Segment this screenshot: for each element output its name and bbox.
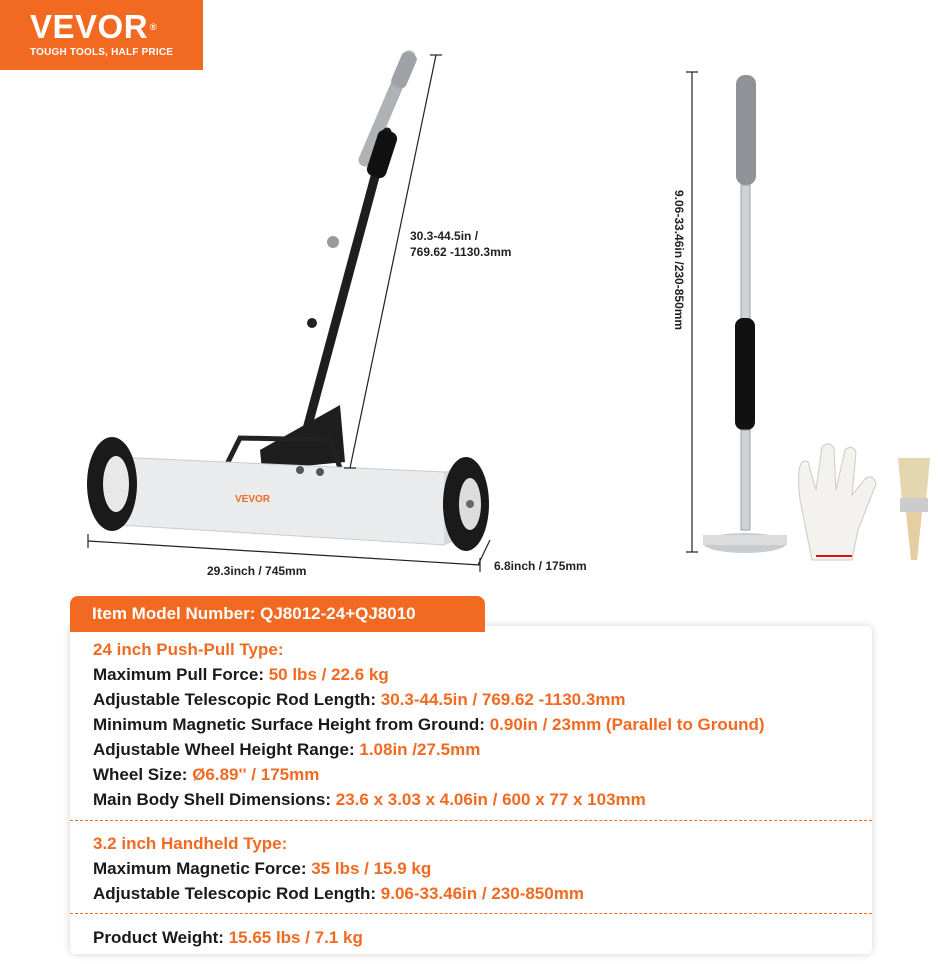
spec-row	[93, 790, 646, 810]
spec-label: Minimum Magnetic Surface Height from Ground:	[93, 715, 490, 734]
spec-label: Adjustable Telescopic Rod Length:	[93, 884, 381, 903]
section-divider	[70, 820, 872, 821]
spec-value: 0.90in / 23mm (Parallel to Ground)	[489, 715, 765, 734]
sweeper-width-label: 29.3inch / 745mm	[207, 564, 307, 578]
spec-value: 50 lbs / 22.6 kg	[268, 665, 389, 684]
spec-row	[93, 665, 389, 685]
spec-label: Adjustable Telescopic Rod Length:	[93, 690, 381, 709]
spec-row	[93, 884, 584, 904]
spec-value: 15.65 lbs / 7.1 kg	[228, 928, 363, 947]
logo-wordmark: VEVOR	[30, 8, 149, 45]
spec-value: 9.06-33.46in / 230-850mm	[380, 884, 584, 903]
spec-label: Main Body Shell Dimensions:	[93, 790, 336, 809]
model-number-header	[70, 596, 485, 632]
model-number-value: QJ8012-24+QJ8010	[260, 604, 416, 623]
spec-value: Ø6.89'' / 175mm	[192, 765, 320, 784]
spec-label: Maximum Pull Force:	[93, 665, 269, 684]
spec-value: 35 lbs / 15.9 kg	[311, 859, 432, 878]
registered-mark: ®	[150, 22, 158, 32]
spec-row	[93, 715, 765, 735]
section-divider	[70, 913, 872, 914]
spec-label: Maximum Magnetic Force:	[93, 859, 312, 878]
spec-row	[93, 859, 431, 879]
spec-value: 23.6 x 3.03 x 4.06in / 600 x 77 x 103mm	[335, 790, 646, 809]
spec-value: 30.3-44.5in / 769.62 -1130.3mm	[380, 690, 626, 709]
handheld-magnet-image	[686, 72, 930, 560]
sweeper-height-in: 30.3-44.5in /	[410, 229, 479, 243]
product-print-brand: VEVOR	[235, 494, 271, 505]
push-pull-title: 24 inch Push-Pull Type:	[93, 640, 284, 659]
handheld-title: 3.2 inch Handheld Type:	[93, 834, 288, 853]
sweeper-height-label	[410, 228, 511, 260]
spec-label: Wheel Size:	[93, 765, 193, 784]
spec-label: Product Weight:	[93, 928, 229, 947]
logo-tagline: TOUGH TOOLS, HALF PRICE	[30, 47, 174, 58]
wheel-diameter-label: 6.8inch / 175mm	[494, 559, 587, 573]
sweeper-image	[87, 50, 489, 551]
spec-value: 1.08in /27.5mm	[359, 740, 481, 759]
sweeper-height-mm: 769.62 -1130.3mm	[410, 245, 512, 259]
spec-label: Adjustable Wheel Height Range:	[93, 740, 360, 759]
handheld-length-label: 9.06-33.46in /230-850mm	[672, 190, 686, 331]
product-weight-row	[93, 928, 363, 948]
spec-row	[93, 690, 626, 710]
model-number-label: Item Model Number:	[92, 604, 261, 623]
spec-row	[93, 765, 319, 785]
spec-row	[93, 740, 480, 760]
